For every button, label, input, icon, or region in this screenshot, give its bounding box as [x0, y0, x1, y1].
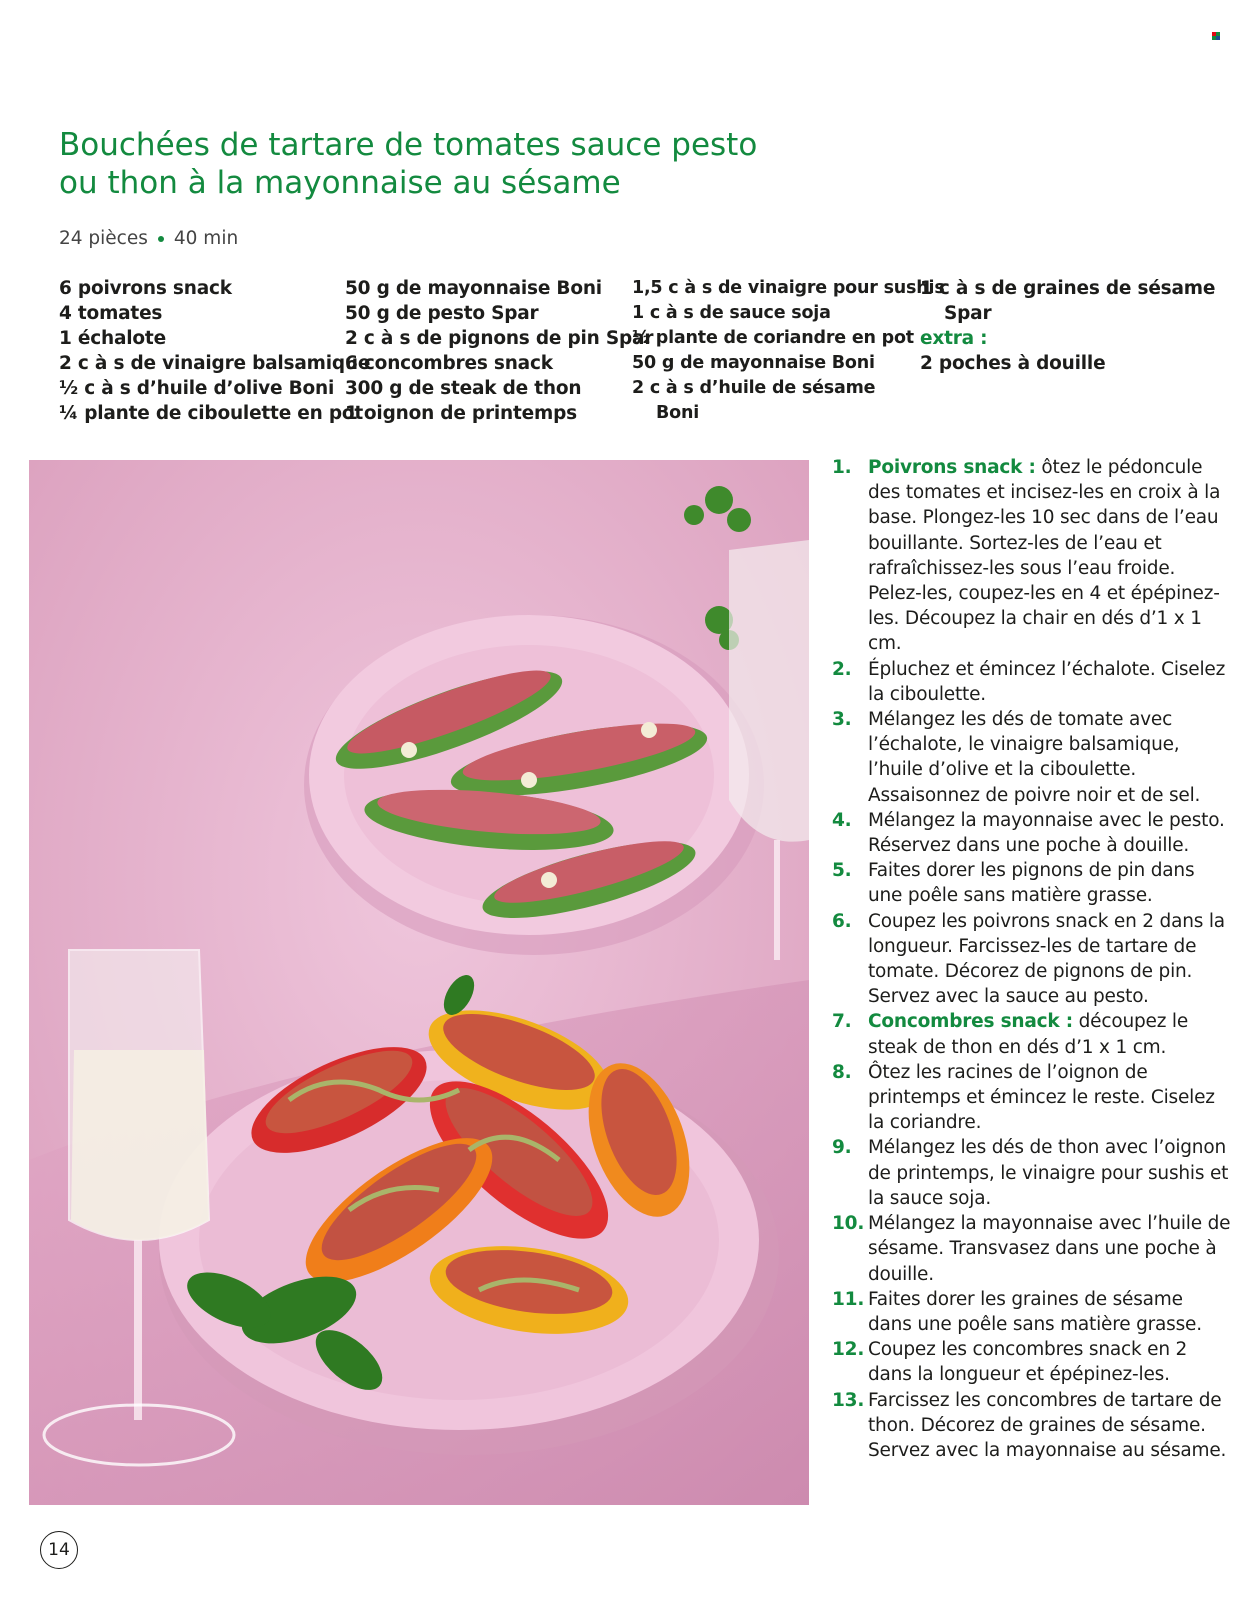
step-6 — [832, 909, 1232, 1010]
recipe-meta — [59, 228, 238, 249]
step-text: Ôtez les racines de l’oignon de printemps et émincez le reste. Ciselez la coriandre. — [868, 1061, 1215, 1134]
ingredient: 6 concombres snack — [345, 353, 553, 374]
step-13 — [832, 1388, 1232, 1464]
step-number: 12. — [832, 1339, 865, 1361]
ingredient: 2 c à s de pignons de pin Spar — [345, 328, 654, 349]
step-text: Mélangez les dés de tomate avec l’échalote, le vinaigre balsamique, l’huile d’olive et la ciboulette. Assaisonnez de poivre noir et de sel. — [868, 709, 1201, 806]
step-5 — [832, 858, 1232, 908]
step-8 — [832, 1060, 1232, 1136]
step-10 — [832, 1211, 1232, 1287]
step-number: 3. — [832, 709, 852, 731]
ingredients-column-1 — [59, 276, 370, 426]
recipe-title — [59, 126, 1059, 202]
step-number: 6. — [832, 910, 852, 932]
ingredients-column-4 — [920, 276, 1215, 376]
step-number: 11. — [832, 1288, 865, 1310]
recipe-title-line1: Bouchées de tartare de tomates sauce pesto — [59, 127, 758, 163]
step-number: 9. — [832, 1137, 852, 1159]
step-highlight: Poivrons snack : — [868, 457, 1036, 478]
ingredient: 1 c à s de graines de sésame — [920, 278, 1216, 299]
recipe-steps — [832, 455, 1232, 1463]
ingredients-column-3 — [632, 276, 945, 426]
page-number: 14 — [40, 1531, 78, 1569]
food-illustration — [29, 460, 809, 1505]
ingredient: 2 poches à douille — [920, 353, 1106, 374]
ingredient: 50 g de pesto Spar — [345, 303, 539, 324]
step-7 — [832, 1009, 1232, 1059]
portions: 24 pièces — [59, 228, 148, 249]
recipe-title-line2: ou thon à la mayonnaise au sésame — [59, 165, 621, 201]
step-text: Coupez les concombres snack en 2 dans la longueur et épépinez-les. — [868, 1339, 1188, 1386]
step-2 — [832, 657, 1232, 707]
ingredient: 1 échalote — [59, 328, 166, 349]
step-text: Mélangez les dés de thon avec l’oignon de printemps, le vinaigre pour sushis et la sauce soja. — [868, 1137, 1229, 1209]
ingredient: ½ c à s d’huile d’olive Boni — [59, 378, 335, 399]
step-text: ôtez le pédoncule des tomates et incisez-les en croix à la base. Plongez-les 10 sec dans de l’eau bouillante. Sortez-les de l’eau et rafraîchissez-les sous l’eau froide. Pelez-les, coupez-les en 4 et épépinez-les. Découpez la chair en dés d’1 x 1 cm. — [868, 457, 1221, 655]
ingredient: ½ plante de coriandre en pot — [632, 328, 914, 348]
ingredients-column-2 — [345, 276, 653, 426]
ingredient: 2 c à s d’huile de sésame — [632, 378, 876, 398]
ingredient: 1 c à s de sauce soja — [632, 303, 831, 323]
step-12 — [832, 1337, 1232, 1387]
brand-logo-mark — [1212, 32, 1220, 40]
step-number: 2. — [832, 658, 852, 680]
step-3 — [832, 707, 1232, 808]
step-11 — [832, 1287, 1232, 1337]
ingredient: 1 oignon de printemps — [345, 403, 577, 424]
step-1 — [832, 455, 1232, 657]
step-number: 1. — [832, 457, 852, 478]
step-highlight: Concombres snack : — [868, 1011, 1073, 1033]
step-number: 13. — [832, 1389, 865, 1411]
step-number: 8. — [832, 1061, 852, 1083]
step-9 — [832, 1135, 1232, 1211]
ingredient: Spar — [944, 303, 992, 324]
step-text: découpez le steak de thon en dés d’1 x 1 cm. — [868, 1011, 1189, 1058]
step-text: Mélangez la mayonnaise avec le pesto. Réservez dans une poche à douille. — [868, 809, 1225, 857]
ingredient: 50 g de mayonnaise Boni — [345, 278, 602, 299]
step-4 — [832, 808, 1232, 858]
ingredient: 50 g de mayonnaise Boni — [632, 353, 875, 373]
step-number: 4. — [832, 809, 852, 831]
prep-time: 40 min — [173, 228, 239, 249]
step-text: Mélangez la mayonnaise avec l’huile de sésame. Transvasez dans une poche à douille. — [868, 1213, 1231, 1285]
step-text: Faites dorer les graines de sésame dans une poêle sans matière grasse. — [868, 1288, 1202, 1335]
ingredient: 6 poivrons snack — [59, 278, 232, 299]
ingredient: ¼ plante de ciboulette en pot — [59, 403, 364, 424]
separator-dot — [158, 236, 164, 242]
step-text: Faites dorer les pignons de pin dans une poêle sans matière grasse. — [868, 860, 1195, 907]
extra-label: extra : — [920, 328, 988, 349]
ingredient: 4 tomates — [59, 303, 163, 324]
step-text: Épluchez et émincez l’échalote. Ciselez la ciboulette. — [868, 658, 1226, 705]
step-text: Coupez les poivrons snack en 2 dans la longueur. Farcissez-les de tartare de tomate. Décorez de pignons de pin. Servez avec la sauce au pesto. — [868, 910, 1225, 1008]
ingredient: 2 c à s de vinaigre balsamique — [59, 353, 371, 374]
ingredient: 1,5 c à s de vinaigre pour sushis — [632, 278, 945, 298]
ingredient: 300 g de steak de thon — [345, 378, 582, 399]
ingredient: Boni — [656, 403, 700, 423]
step-text: Farcissez les concombres de tartare de thon. Décorez de graines de sésame. Servez avec la mayonnaise au sésame. — [868, 1389, 1227, 1461]
step-number: 7. — [832, 1011, 852, 1033]
step-number: 5. — [832, 860, 852, 882]
step-number: 10. — [832, 1213, 865, 1235]
recipe-photo — [29, 460, 809, 1505]
